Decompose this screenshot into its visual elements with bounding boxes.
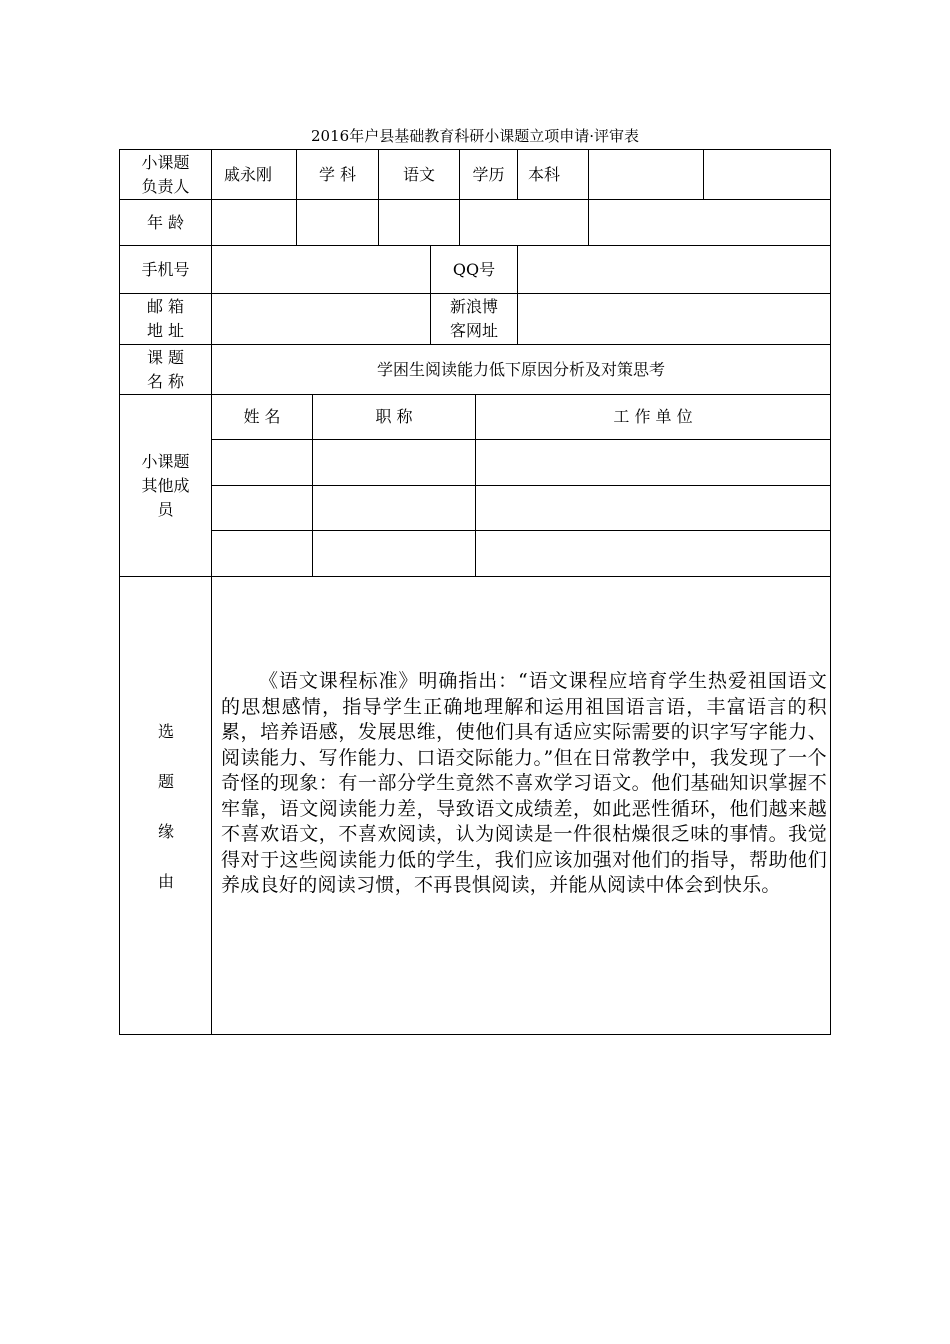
page-title: 2016年户县基础教育科研小课题立项申请·评审表: [311, 127, 639, 145]
col-header-name: 姓 名: [243, 407, 281, 426]
empty-cell: [589, 150, 703, 199]
blog-label-line2: 客网址: [449, 321, 498, 340]
email-label-line1: 邮 箱: [146, 297, 185, 316]
topic-label: [120, 345, 211, 394]
age-label: 年 龄: [146, 212, 185, 232]
reason-label-char: 由: [157, 872, 174, 891]
reason-text: 《语文课程标准》明确指出：“语文课程应培育学生热爱祖国语文的思想感情，指导学生正确地理解和运用祖国语言语，丰富语言的积累，培养语感，发展思维，使他们具有适应实际需要的识字写字能力、阅读能力、写作能力、口语交际能力。”但在日常教学中，我发现了一个奇怪的现象：有一部分学生竟然不喜欢学习语文。他们基础知识掌握不牢靠，语文阅读能力差，导致语文成绩差，如此恶性循环，他们越来越不喜欢语文，不喜欢阅读，认为阅读是一件很枯燥很乏味的事情。我觉得对于这些阅读能力低的学生，我们应该加强对他们的指导，帮助他们养成良好的阅读习惯，不再畏惧阅读，并能从阅读中体会到快乐。: [221, 670, 827, 896]
table-line: [119, 199, 831, 200]
empty-cell: [704, 150, 830, 199]
leader-label: [120, 150, 211, 199]
topic-value: 学困生阅读能力低下原因分析及对策思考: [376, 359, 665, 379]
table-line: [211, 530, 831, 531]
education-label: 学历: [472, 164, 505, 184]
members-label: [120, 395, 211, 576]
col-header-title: 职 称: [375, 407, 413, 426]
table-line: [211, 439, 831, 440]
table-line: [119, 1034, 831, 1035]
email-label: [120, 294, 211, 344]
members-label-line2: 其他成: [141, 475, 190, 495]
topic-label-line1: 课 题: [146, 347, 185, 367]
reason-label-char: 缘: [157, 822, 174, 841]
members-label-line1: 小课题: [141, 451, 190, 471]
members-label-line3: 员: [157, 499, 174, 519]
phone-label: 手机号: [141, 259, 190, 279]
table-line: [211, 485, 831, 486]
leader-label-line2: 负责人: [141, 176, 190, 196]
table-line: [830, 149, 831, 1035]
blog-label-line1: 新浪博: [449, 297, 498, 316]
leader-label-line1: 小课题: [141, 152, 190, 172]
subject-value: 语文: [402, 164, 435, 184]
table-line: [211, 149, 212, 1035]
education-value: 本科: [528, 164, 561, 184]
table-line: [517, 245, 518, 345]
blog-label: [431, 294, 517, 344]
topic-label-line2: 名 称: [146, 371, 185, 391]
reason-label-char: 题: [157, 772, 174, 791]
leader-name: 戚永刚: [224, 164, 273, 184]
qq-label: QQ号: [452, 259, 496, 279]
col-header-unit: 工 作 单 位: [613, 407, 693, 426]
email-label-line2: 地 址: [146, 321, 185, 340]
reason-label-char: 选: [157, 722, 174, 741]
subject-label: 学 科: [318, 164, 357, 184]
